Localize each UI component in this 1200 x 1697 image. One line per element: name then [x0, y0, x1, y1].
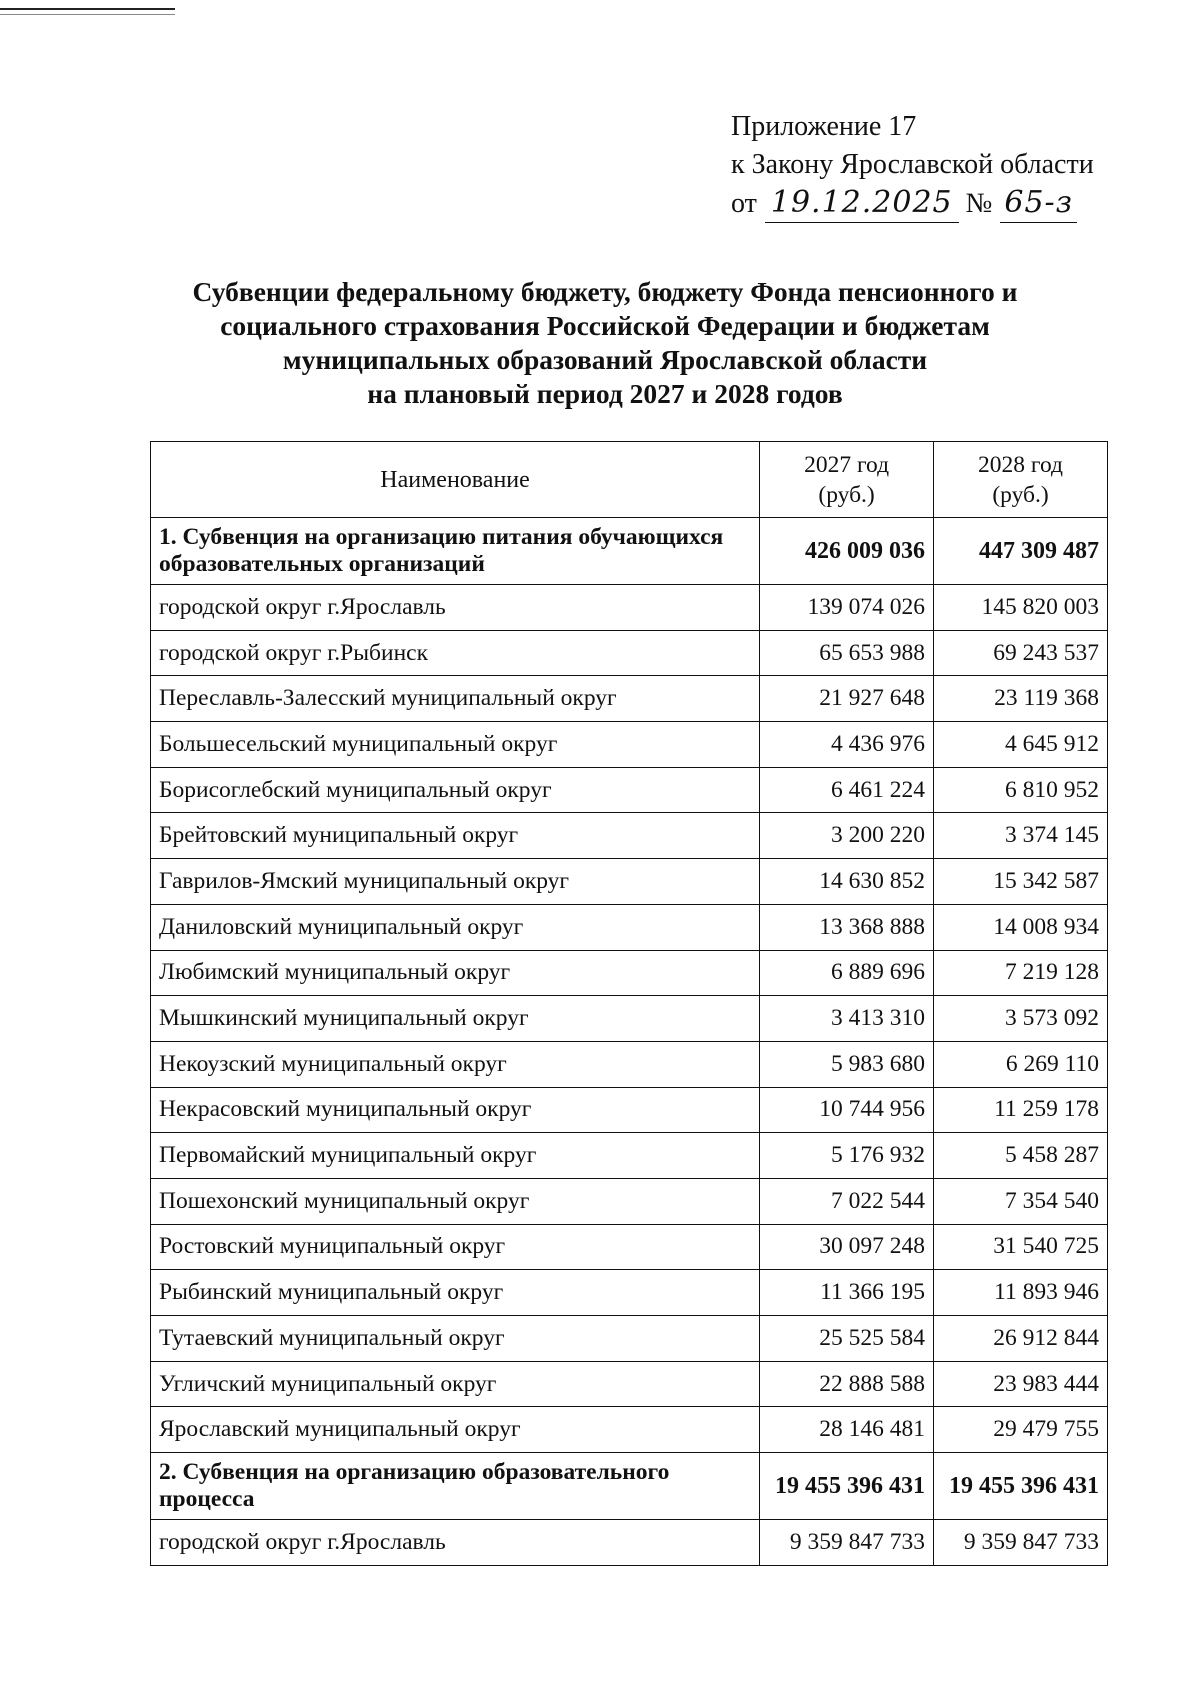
table-row — [151, 676, 1108, 722]
row-2027: 6 461 224 — [760, 767, 934, 813]
row-2028: 7 354 540 — [934, 1178, 1108, 1224]
row-name: Некоузский муниципальный округ — [151, 1041, 760, 1087]
table-row — [151, 950, 1108, 996]
row-name: Любимский муниципальный округ — [151, 950, 760, 996]
row-name: Борисоглебский муниципальный округ — [151, 767, 760, 813]
row-2028: 11 893 946 — [934, 1270, 1108, 1316]
table-row — [151, 859, 1108, 905]
table-row — [151, 767, 1108, 813]
table-row — [151, 1361, 1108, 1407]
row-2028: 69 243 537 — [934, 630, 1108, 676]
row-2028: 4 645 912 — [934, 722, 1108, 768]
header-2028-year: 2028 год — [978, 451, 1063, 478]
row-2027: 11 366 195 — [760, 1270, 934, 1316]
table-row — [151, 1178, 1108, 1224]
appendix-header — [731, 108, 1094, 223]
table-row — [151, 904, 1108, 950]
row-2027: 3 200 220 — [760, 813, 934, 859]
row-2027: 10 744 956 — [760, 1087, 934, 1133]
table-body — [151, 518, 1108, 1566]
row-2027: 5 983 680 — [760, 1041, 934, 1087]
header-2027-unit: (руб.) — [818, 481, 875, 508]
table-row — [151, 813, 1108, 859]
section-total-2027: 19 455 396 431 — [760, 1453, 934, 1520]
row-name: Ростовский муниципальный округ — [151, 1224, 760, 1270]
row-name: городской округ г.Ярославль — [151, 585, 760, 631]
table-row — [151, 1407, 1108, 1453]
table-row — [151, 1520, 1108, 1566]
row-name: Первомайский муниципальный округ — [151, 1133, 760, 1179]
row-2027: 5 176 932 — [760, 1133, 934, 1179]
row-2028: 11 259 178 — [934, 1087, 1108, 1133]
row-2027: 3 413 310 — [760, 996, 934, 1042]
row-2028: 15 342 587 — [934, 859, 1108, 905]
handwritten-number: 65-з — [1000, 184, 1077, 223]
section-name: 2. Субвенция на организацию образовательного процесса — [151, 1453, 760, 1520]
number-label: № — [965, 188, 993, 219]
section-total-2027: 426 009 036 — [760, 518, 934, 585]
row-2028: 23 983 444 — [934, 1361, 1108, 1407]
table-row — [151, 996, 1108, 1042]
table-header-row — [151, 442, 1108, 518]
row-2027: 28 146 481 — [760, 1407, 934, 1453]
table-row — [151, 630, 1108, 676]
row-2028: 3 573 092 — [934, 996, 1108, 1042]
section-total-2028: 447 309 487 — [934, 518, 1108, 585]
row-2028: 23 119 368 — [934, 676, 1108, 722]
row-2027: 9 359 847 733 — [760, 1520, 934, 1566]
table-row — [151, 1224, 1108, 1270]
title-line-1: Субвенции федеральному бюджету, бюджету Фонда пенсионного и — [192, 276, 1018, 307]
table-row — [151, 1316, 1108, 1362]
row-name: Переславль-Залесский муниципальный округ — [151, 676, 760, 722]
row-name: городской округ г.Рыбинск — [151, 630, 760, 676]
section-name: 1. Субвенция на организацию питания обучающихся образовательных организаций — [151, 518, 760, 585]
table-row — [151, 722, 1108, 768]
row-name: Большесельский муниципальный округ — [151, 722, 760, 768]
row-name: Брейтовский муниципальный округ — [151, 813, 760, 859]
header-name: Наименование — [151, 442, 760, 518]
row-2028: 6 269 110 — [934, 1041, 1108, 1087]
title-line-4: на плановый период 2027 и 2028 годов — [367, 378, 843, 409]
table-row — [151, 1270, 1108, 1316]
table-row — [151, 1087, 1108, 1133]
subventions-table — [150, 441, 1108, 1566]
row-name: Рыбинский муниципальный округ — [151, 1270, 760, 1316]
row-2027: 22 888 588 — [760, 1361, 934, 1407]
row-2028: 26 912 844 — [934, 1316, 1108, 1362]
row-name: Даниловский муниципальный округ — [151, 904, 760, 950]
row-name: Тутаевский муниципальный округ — [151, 1316, 760, 1362]
header-2027-year: 2027 год — [804, 451, 890, 478]
row-name: Некрасовский муниципальный округ — [151, 1087, 760, 1133]
section-row — [151, 1453, 1108, 1520]
header-2028-unit: (руб.) — [992, 481, 1049, 508]
scan-edge-line — [0, 8, 175, 10]
handwritten-date: 19.12.2025 — [765, 184, 959, 223]
appendix-law-reference: к Закону Ярославской области — [731, 149, 1094, 180]
appendix-number: Приложение 17 — [731, 111, 917, 142]
appendix-date-line — [731, 184, 1094, 223]
row-name: Мышкинский муниципальный округ — [151, 996, 760, 1042]
section-row — [151, 518, 1108, 585]
row-2027: 7 022 544 — [760, 1178, 934, 1224]
row-name: Угличский муниципальный округ — [151, 1361, 760, 1407]
row-2027: 25 525 584 — [760, 1316, 934, 1362]
row-name: Ярославский муниципальный округ — [151, 1407, 760, 1453]
table-row — [151, 1041, 1108, 1087]
title-line-2: социального страхования Российской Федерации и бюджетам — [220, 310, 990, 341]
table-row — [151, 1133, 1108, 1179]
section-total-2028: 19 455 396 431 — [934, 1453, 1108, 1520]
document-title — [150, 275, 1060, 411]
row-2028: 31 540 725 — [934, 1224, 1108, 1270]
table-row — [151, 585, 1108, 631]
row-2028: 3 374 145 — [934, 813, 1108, 859]
row-2027: 13 368 888 — [760, 904, 934, 950]
row-2028: 14 008 934 — [934, 904, 1108, 950]
row-2028: 6 810 952 — [934, 767, 1108, 813]
row-name: Пошехонский муниципальный округ — [151, 1178, 760, 1224]
row-2027: 14 630 852 — [760, 859, 934, 905]
header-2028 — [934, 442, 1108, 518]
row-2028: 29 479 755 — [934, 1407, 1108, 1453]
row-name: Гаврилов-Ямский муниципальный округ — [151, 859, 760, 905]
row-2028: 9 359 847 733 — [934, 1520, 1108, 1566]
row-2027: 4 436 976 — [760, 722, 934, 768]
row-name: городской округ г.Ярославль — [151, 1520, 760, 1566]
row-2028: 145 820 003 — [934, 585, 1108, 631]
row-2027: 6 889 696 — [760, 950, 934, 996]
header-2027 — [760, 442, 934, 518]
row-2027: 65 653 988 — [760, 630, 934, 676]
row-2027: 30 097 248 — [760, 1224, 934, 1270]
row-2028: 5 458 287 — [934, 1133, 1108, 1179]
row-2027: 21 927 648 — [760, 676, 934, 722]
row-2028: 7 219 128 — [934, 950, 1108, 996]
row-2027: 139 074 026 — [760, 585, 934, 631]
title-line-3: муниципальных образований Ярославской области — [282, 344, 928, 375]
from-label: от — [731, 188, 757, 219]
scan-edge-line — [0, 14, 175, 15]
